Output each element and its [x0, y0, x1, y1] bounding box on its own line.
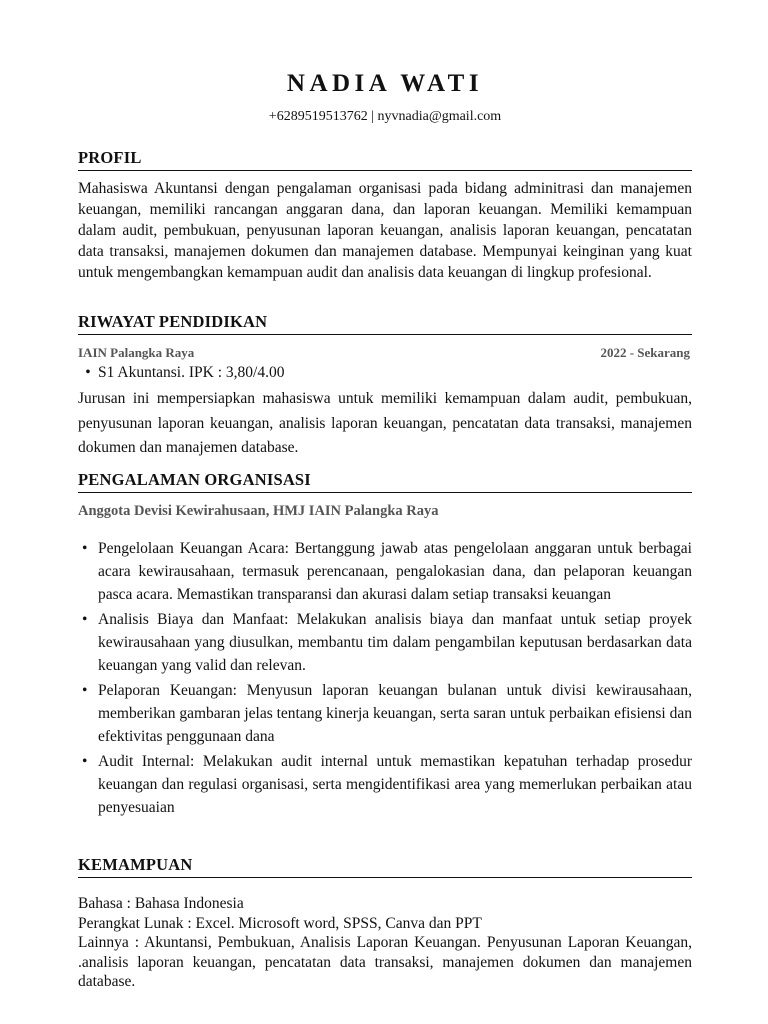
list-item: • Analisis Biaya dan Manfaat: Melakukan analisis biaya dan manfaat untuk setiap proyek kewirausahaan yang diusulkan, membantu tim dalam pengambilan keputusan berdasarkan data keuangan yang valid dan relevan.: [78, 608, 692, 677]
education-institution: IAIN Palangka Raya: [78, 345, 195, 360]
organization-role: Anggota Devisi Kewirahusaan, HMJ IAIN Palangka Raya: [78, 503, 439, 519]
education-description: Jurusan ini mempersiapkan mahasiswa untuk memiliki kemampuan dalam audit, pembukuan, penyusunan laporan keuangan, analisis laporan keuangan, pencatatan data transaksi, manajemen dokumen dan manajemen database.: [78, 390, 692, 456]
skills-other: Lainnya : Akuntansi, Pembukuan, Analisis Laporan Keuangan. Penyusunan Laporan Keuangan, .analisis laporan keuangan, pencatatan data transaksi, manajemen dokumen dan manajemen database.: [78, 934, 692, 990]
skills-language: Bahasa : Bahasa Indonesia: [78, 895, 244, 912]
bullet-icon: •: [82, 682, 88, 699]
section-title-organization: PENGALAMAN ORGANISASI: [78, 470, 692, 493]
organization-list: [78, 537, 692, 821]
education-degree: S1 Akuntansi. IPK : 3,80/4.00: [98, 364, 285, 381]
section-title-skills: KEMAMPUAN: [78, 855, 692, 878]
profile-text: Mahasiswa Akuntansi dengan pengalaman organisasi pada bidang adminitrasi dan manajemen keuangan, memiliki rancangan anggaran dana, dan laporan keuangan. Memiliki kemampuan dalam audit, pembukuan, penyusunan laporan keuangan, analisis laporan keuangan, pencatatan data transaksi, manajemen dokumen dan manajemen database. Mempunyai keinginan yang kuat untuk mengembangkan kemampuan audit dan analisis data keuangan di lingkup profesional.: [78, 180, 692, 281]
list-item: • Audit Internal: Melakukan audit internal untuk memastikan kepatuhan terhadap prosedur keuangan dan regulasi organisasi, serta mengidentifikasi area yang memerlukan perbaikan atau penyesuaian: [78, 750, 692, 819]
section-title-education: RIWAYAT PENDIDIKAN: [78, 312, 692, 335]
bullet-icon: •: [82, 540, 88, 557]
candidate-name: NADIA WATI: [286, 70, 484, 97]
contact-info: +6289519513762 | nyvnadia@gmail.com: [268, 109, 502, 124]
list-item: • Pengelolaan Keuangan Acara: Bertanggung jawab atas pengelolaan anggaran untuk berbagai acara kewirausahaan, termasuk perencanaan, pengalokasian dana, dan pelaporan keuangan pasca acara. Memastikan transparansi dan akurasi dalam setiap transaksi keuangan: [78, 537, 692, 606]
skills-block: [78, 894, 692, 992]
list-item: • Pelaporan Keuangan: Menyusun laporan keuangan bulanan untuk divisi kewirausahaan, memberikan gambaran jelas tentang kinerja keuangan, serta saran untuk perbaikan efisiensi dan efektivitas penggunaan dana: [78, 679, 692, 748]
education-period: 2022 - Sekarang: [600, 345, 690, 360]
skills-software: Perangkat Lunak : Excel. Microsoft word, SPSS, Canva dan PPT: [78, 914, 482, 932]
bullet-icon: •: [82, 611, 88, 628]
section-title-profile: PROFIL: [78, 148, 692, 171]
bullet-icon: •: [82, 753, 88, 770]
bullet-icon: •: [85, 364, 91, 381]
education-degree-item: [78, 364, 284, 382]
